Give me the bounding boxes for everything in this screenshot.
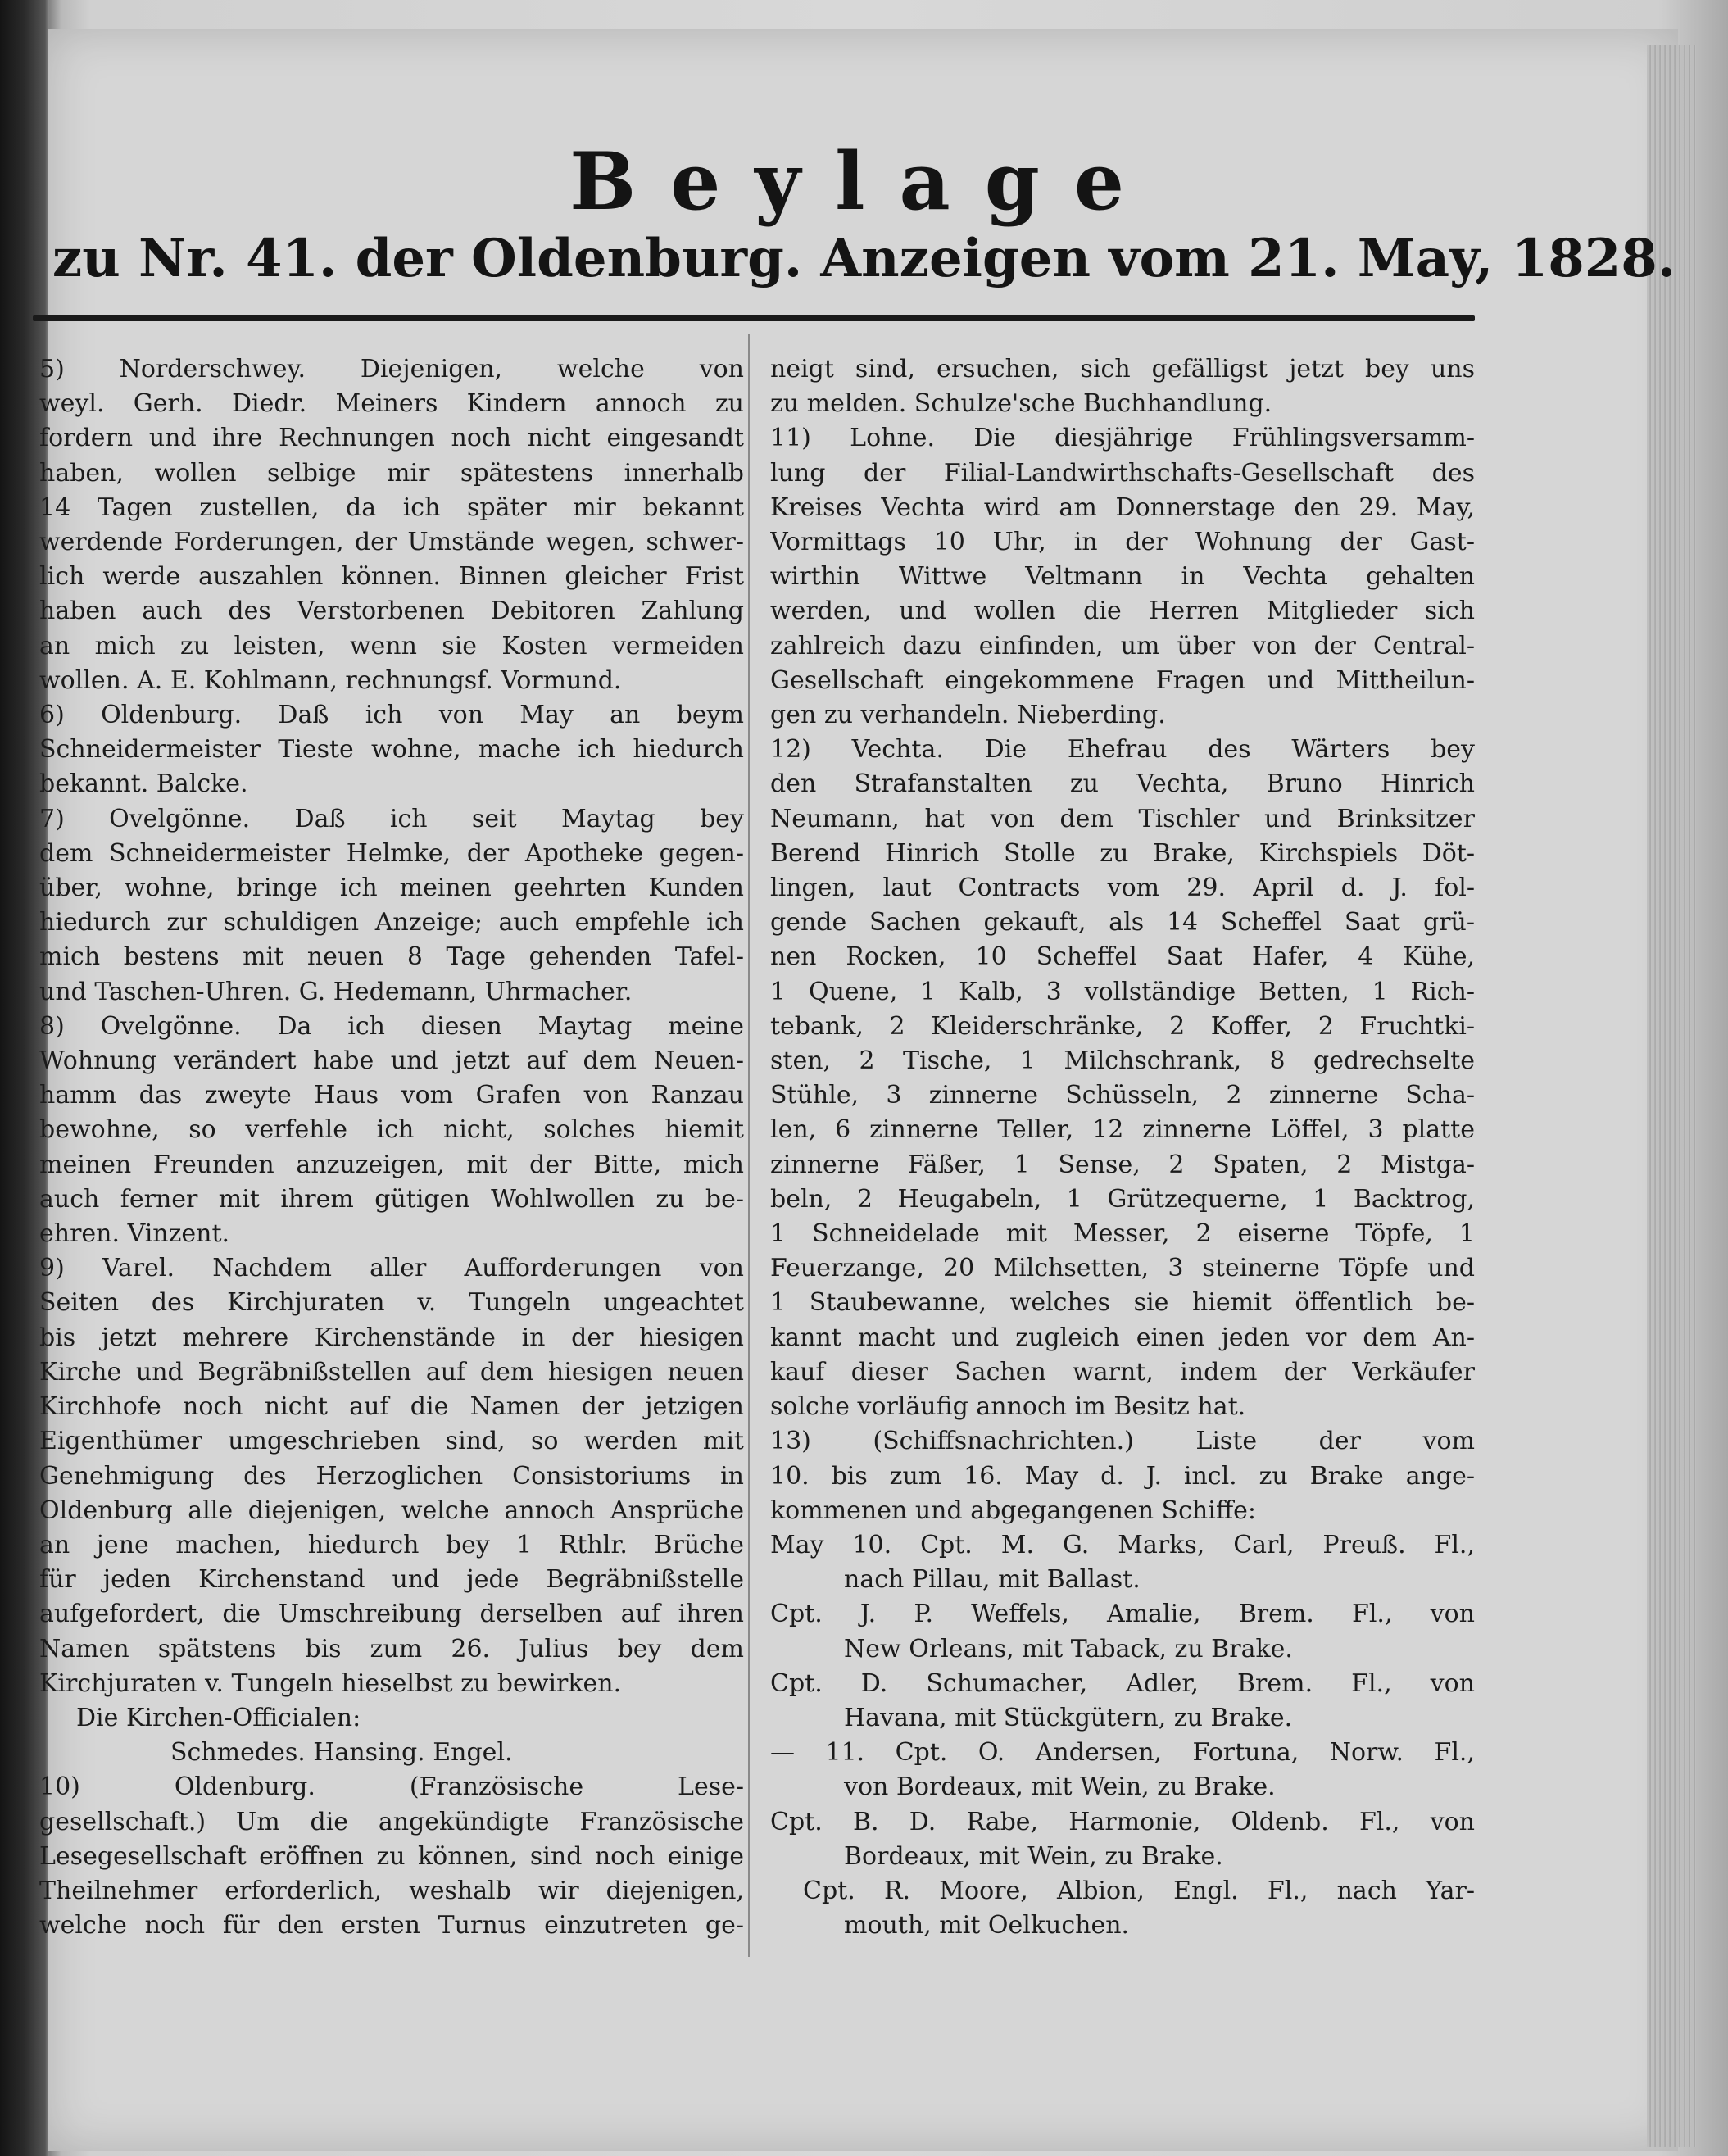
text-line: 5) Norderschwey. Diejenigen, welche von xyxy=(39,355,744,384)
text-line: Oldenburg alle diejenigen, welche annoch Ansprüche xyxy=(39,1496,744,1525)
text-line: 10) Oldenburg. (Französische Lese- xyxy=(39,1772,744,1802)
text-line: Gesellschaft eingekommene Fragen und Mittheilun- xyxy=(770,665,1475,695)
right-column xyxy=(770,352,1475,1943)
text-line: 1 Staubewanne, welches sie hiemit öffentlich be- xyxy=(770,1288,1475,1318)
text-line: den Strafanstalten zu Vechta, Bruno Hinrich xyxy=(770,769,1475,799)
text-line: haben auch des Verstorbenen Debitoren Zahlung xyxy=(39,597,744,626)
text-line: an jene machen, hiedurch bey 1 Rthlr. Brüche xyxy=(39,1530,744,1559)
text-line: wirthin Wittwe Veltmann in Vechta gehalten xyxy=(770,562,1475,592)
text-line: 9) Varel. Nachdem aller Aufforderungen von xyxy=(39,1254,744,1283)
text-line: Genehmigung des Herzoglichen Consistoriums in xyxy=(39,1461,744,1491)
text-line: 14 Tagen zustellen, da ich später mir bekannt xyxy=(39,492,744,522)
text-line: 6) Oldenburg. Daß ich von May an beym xyxy=(39,701,744,730)
text-line: Kirchjuraten v. Tungeln hieselbst zu bewirken. xyxy=(39,1668,622,1698)
text-line: haben, wollen selbige mir spätestens innerhalb xyxy=(39,458,744,488)
text-line: meinen Freunden anzuzeigen, mit der Bitte, mich xyxy=(39,1150,744,1179)
text-line: Neumann, hat von dem Tischler und Brinksitzer xyxy=(770,804,1475,833)
text-line: fordern und ihre Rechnungen noch nicht eingesandt xyxy=(39,424,744,453)
text-line: an mich zu leisten, wenn sie Kosten vermeiden xyxy=(39,631,744,660)
text-line: solche vorläufig annoch im Besitz hat. xyxy=(770,1392,1246,1422)
text-line: Lesegesellschaft eröffnen zu können, sind noch einige xyxy=(39,1841,744,1871)
text-line: New Orleans, mit Taback, zu Brake. xyxy=(844,1634,1293,1664)
text-line: sten, 2 Tische, 1 Milchschrank, 8 gedrechselte xyxy=(770,1046,1475,1076)
text-line: Kirche und Begräbnißstellen auf dem hiesigen neuen xyxy=(39,1357,744,1387)
text-line: Kirchhofe noch nicht auf die Namen der jetzigen xyxy=(39,1392,744,1422)
column-divider xyxy=(748,334,750,1957)
text-line: dem Schneidermeister Helmke, der Apotheke gegen- xyxy=(39,838,744,868)
text-line: kauf dieser Sachen warnt, indem der Verkäufer xyxy=(770,1357,1475,1387)
text-line: bis jetzt mehrere Kirchenstände in der hiesigen xyxy=(39,1323,744,1352)
text-line: nen Rocken, 10 Scheffel Saat Hafer, 4 Kühe, xyxy=(770,942,1475,972)
text-line: 8) Ovelgönne. Da ich diesen Maytag meine xyxy=(39,1011,744,1041)
text-line: 7) Ovelgönne. Daß ich seit Maytag bey xyxy=(39,804,744,833)
text-line: Kreises Vechta wird am Donnerstage den 29. May, xyxy=(770,492,1475,522)
text-line: Theilnehmer erforderlich, weshalb wir diejenigen, xyxy=(39,1876,744,1905)
text-line: Schneidermeister Tieste wohne, mache ich hiedurch xyxy=(39,735,744,765)
text-line: Cpt. B. D. Rabe, Harmonie, Oldenb. Fl., von xyxy=(770,1807,1475,1836)
text-line: beln, 2 Heugabeln, 1 Grützequerne, 1 Backtrog, xyxy=(770,1184,1475,1214)
text-line: auch ferner mit ihrem gütigen Wohlwollen zu be- xyxy=(39,1184,744,1214)
text-line: werden, und wollen die Herren Mitglieder sich xyxy=(770,597,1475,626)
text-line: 12) Vechta. Die Ehefrau des Wärters bey xyxy=(770,735,1475,765)
text-line: len, 6 zinnerne Teller, 12 zinnerne Löffel, 3 platte xyxy=(770,1115,1475,1145)
text-line: gen zu verhandeln. Nieberding. xyxy=(770,701,1166,730)
left-column xyxy=(39,352,744,1943)
text-line: hiedurch zur schuldigen Anzeige; auch empfehle ich xyxy=(39,908,744,937)
text-line: zu melden. Schulze'sche Buchhandlung. xyxy=(770,389,1272,419)
text-line: gesellschaft.) Um die angekündigte Französische xyxy=(39,1807,744,1836)
text-line: 1 Schneidelade mit Messer, 2 eiserne Töpfe, 1 xyxy=(770,1219,1475,1249)
text-line: lingen, laut Contracts vom 29. April d. J. fol- xyxy=(770,874,1475,903)
text-line: hamm das zweyte Haus vom Grafen von Ranzau xyxy=(39,1081,744,1110)
text-line: wollen. A. E. Kohlmann, rechnungsf. Vormund. xyxy=(39,665,622,695)
text-line: Namen spätstens bis zum 26. Julius bey dem xyxy=(39,1634,744,1664)
text-line: ehren. Vinzent. xyxy=(39,1219,230,1249)
text-line: aufgefordert, die Umschreibung derselben auf ihren xyxy=(39,1600,744,1629)
text-line: weyl. Gerh. Diedr. Meiners Kindern annoch zu xyxy=(39,389,744,419)
text-line: Cpt. J. P. Weffels, Amalie, Brem. Fl., von xyxy=(770,1600,1475,1629)
text-line: Schmedes. Hansing. Engel. xyxy=(170,1738,513,1768)
text-line: gende Sachen gekauft, als 14 Scheffel Saat grü- xyxy=(770,908,1475,937)
page-title: Beylage xyxy=(569,135,1159,228)
text-line: 11) Lohne. Die diesjährige Frühlingsversamm- xyxy=(770,424,1475,453)
text-line: welche noch für den ersten Turnus einzutreten ge- xyxy=(39,1911,744,1940)
text-line: werdende Forderungen, der Umstände wegen, schwer- xyxy=(39,528,744,557)
text-line: Berend Hinrich Stolle zu Brake, Kirchspiels Döt- xyxy=(770,838,1475,868)
text-line: Bordeaux, mit Wein, zu Brake. xyxy=(844,1841,1223,1871)
page-edges xyxy=(1647,45,1696,2147)
text-line: Eigenthümer umgeschrieben sind, so werden mit xyxy=(39,1427,744,1456)
text-line: und Taschen-Uhren. G. Hedemann, Uhrmacher. xyxy=(39,977,633,1006)
text-line: Wohnung verändert habe und jetzt auf dem Neuen- xyxy=(39,1046,744,1076)
text-line: tebank, 2 Kleiderschränke, 2 Koffer, 2 Fruchtki- xyxy=(770,1011,1475,1041)
text-line: mouth, mit Oelkuchen. xyxy=(844,1911,1130,1940)
text-line: bekannt. Balcke. xyxy=(39,769,248,799)
text-line: 10. bis zum 16. May d. J. incl. zu Brake ange- xyxy=(770,1461,1475,1491)
text-line: bewohne, so verfehle ich nicht, solches hiemit xyxy=(39,1115,744,1145)
text-line: Havana, mit Stückgütern, zu Brake. xyxy=(844,1703,1293,1732)
text-line: 1 Quene, 1 Kalb, 3 vollständige Betten, 1 Rich- xyxy=(770,977,1475,1006)
text-line: über, wohne, bringe ich meinen geehrten Kunden xyxy=(39,874,744,903)
page-subtitle: zu Nr. 41. der Oldenburg. Anzeigen vom 21. May, 1828. xyxy=(52,228,1676,289)
text-line: zahlreich dazu einfinden, um über von der Central- xyxy=(770,631,1475,660)
text-line: nach Pillau, mit Ballast. xyxy=(844,1565,1141,1595)
text-line: Stühle, 3 zinnerne Schüsseln, 2 zinnerne Scha- xyxy=(770,1081,1475,1110)
text-line: kommenen und abgegangenen Schiffe: xyxy=(770,1496,1256,1525)
text-line: mich bestens mit neuen 8 Tage gehenden Tafel- xyxy=(39,942,744,972)
text-line: von Bordeaux, mit Wein, zu Brake. xyxy=(844,1772,1276,1802)
text-line: Die Kirchen-Officialen: xyxy=(76,1703,361,1732)
text-line: für jeden Kirchenstand und jede Begräbnißstelle xyxy=(39,1565,744,1595)
text-line: neigt sind, ersuchen, sich gefälligst jetzt bey uns xyxy=(770,355,1475,384)
text-line: kannt macht und zugleich einen jeden vor dem An- xyxy=(770,1323,1475,1352)
text-line: zinnerne Fäßer, 1 Sense, 2 Spaten, 2 Mistga- xyxy=(770,1150,1475,1179)
text-line: Feuerzange, 20 Milchsetten, 3 steinerne Töpfe und xyxy=(770,1254,1475,1283)
text-line: Vormittags 10 Uhr, in der Wohnung der Gast- xyxy=(770,528,1475,557)
text-line: Seiten des Kirchjuraten v. Tungeln ungeachtet xyxy=(39,1288,744,1318)
text-line: May 10. Cpt. M. G. Marks, Carl, Preuß. Fl., xyxy=(770,1530,1475,1559)
text-line: Cpt. D. Schumacher, Adler, Brem. Fl., von xyxy=(770,1668,1475,1698)
text-line: Cpt. R. Moore, Albion, Engl. Fl., nach Yar- xyxy=(803,1876,1475,1905)
text-line: lung der Filial-Landwirthschafts-Gesellschaft des xyxy=(770,458,1475,488)
header-rule xyxy=(33,315,1475,321)
text-line: 13) (Schiffsnachrichten.) Liste der vom xyxy=(770,1427,1475,1456)
text-line: lich werde auszahlen können. Binnen gleicher Frist xyxy=(39,562,744,592)
text-line: — 11. Cpt. O. Andersen, Fortuna, Norw. Fl., xyxy=(770,1738,1475,1768)
